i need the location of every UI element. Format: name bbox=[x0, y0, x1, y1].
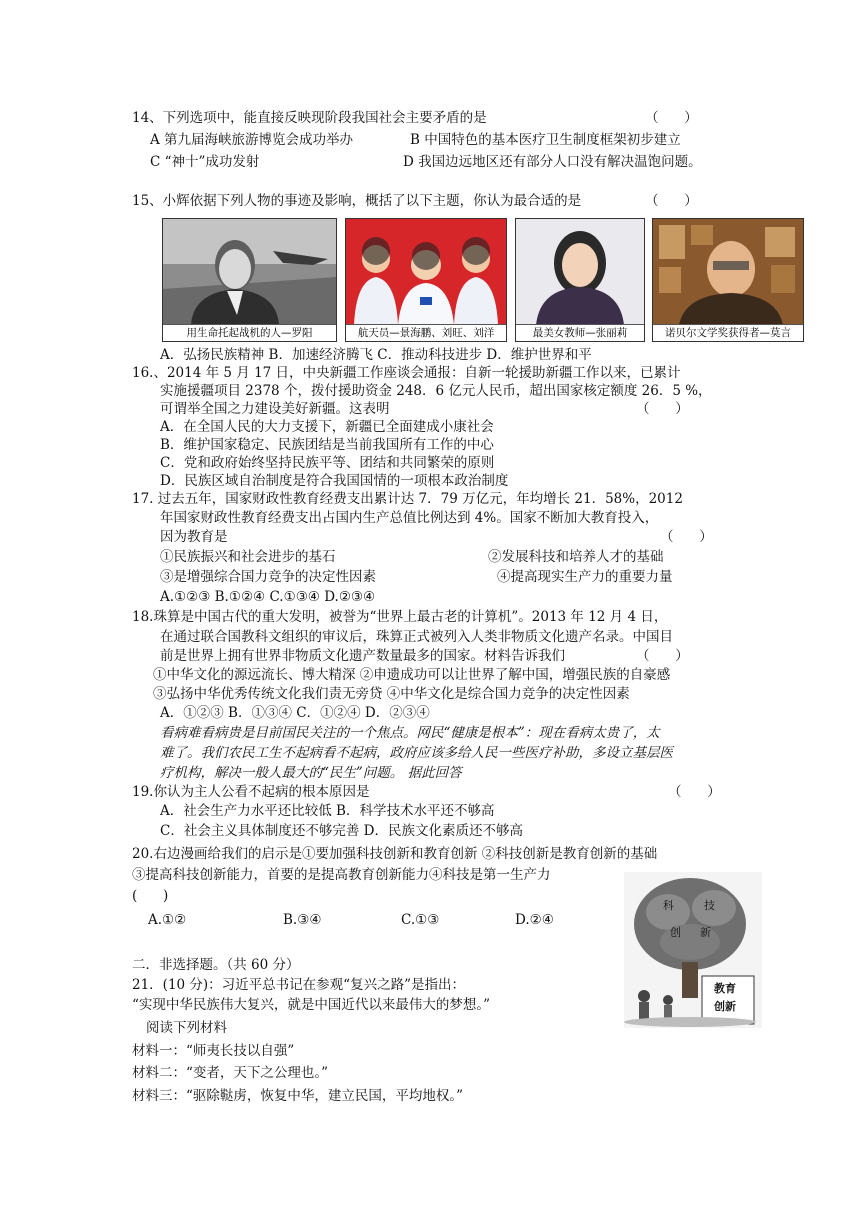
q21-line-2: “实现中华民族伟大复兴，就是中国近代以来最伟大的梦想。” bbox=[132, 997, 491, 1013]
photo-luo-yang bbox=[162, 218, 337, 342]
q16-option-d: D．民族区域自治制度是符合我国国情的一项根本政治制度 bbox=[160, 473, 509, 489]
photo-astronauts bbox=[345, 218, 507, 342]
cartoon-char-2: 技 bbox=[704, 899, 715, 912]
cartoon-sign-1: 教育 bbox=[714, 982, 736, 995]
q14-option-d: D 我国边远地区还有部分人口没有解决温饱问题。 bbox=[403, 154, 702, 170]
q16-line-1: 16.、2014 年 5 月 17 日，中央新疆工作座谈会通报：自新一轮援助新疆工作以来，已累计 bbox=[132, 365, 681, 381]
q20-option-c: C.①③ bbox=[401, 912, 440, 928]
q18-statements-3-4: ③弘扬中华优秀传统文化我们责无旁贷 ④中华文化是综合国力竞争的决定性因素 bbox=[153, 686, 630, 702]
section-2-title: 二．非选择题。（共 60 分） bbox=[132, 957, 300, 973]
q16-option-b: B．维护国家稳定、民族团结是当前我国所有工作的中心 bbox=[160, 437, 494, 453]
q18-line-3: 前是世界上拥有世界非物质文化遗产数量最多的国家。材料告诉我们 bbox=[160, 648, 565, 664]
q20-option-d: D.②④ bbox=[515, 912, 554, 928]
q14-option-c: C “神十”成功发射 bbox=[150, 154, 260, 170]
q16-line-3: 可谓举全国之力建设美好新疆。这表明 bbox=[160, 401, 390, 417]
q15-answer-paren: （ ） bbox=[645, 193, 698, 209]
q16-line-2: 实施援疆项目 2378 个，拨付援助资金 248．6 亿元人民币，超出国家核定额度 26．5 %， bbox=[160, 383, 712, 399]
q20-option-a: A.①② bbox=[148, 912, 187, 928]
q17-statement-3: ③是增强综合国力竞争的决定性因素 bbox=[160, 569, 376, 585]
q20-line-1: 20.右边漫画给我们的启示是①要加强科技创新和教育创新 ②科技创新是教育创新的基础 bbox=[132, 846, 658, 862]
q14-answer-paren: （ ） bbox=[645, 110, 698, 126]
q19-stem: 19.你认为主人公看不起病的根本原因是 bbox=[132, 784, 370, 800]
q18-statements-1-2: ①中华文化的源远流长、博大精深 ②申遗成功可以让世界了解中国，增强民族的自豪感 bbox=[153, 667, 671, 683]
q18-line-1: 18.珠算是中国古代的重大发明，被誉为“世界上最古老的计算机”。2013 年 12 月 4 日， bbox=[132, 609, 668, 625]
q21-line-1: 21．(10 分)：习近平总书记在参观“复兴之路”是指出： bbox=[132, 977, 465, 993]
q18-options: A．①②③ B．①③④ C．①②④ D．②③④ bbox=[160, 705, 430, 721]
cartoon-sign-2: 创新 bbox=[714, 1000, 736, 1013]
photo-mo-yan bbox=[652, 218, 804, 342]
caption-zhang-lili: 最美女教师—张丽莉 bbox=[516, 324, 644, 341]
cartoon-char-4: 新 bbox=[700, 926, 711, 939]
q16-answer-paren: （ ） bbox=[636, 401, 689, 417]
q16-option-c: C．党和政府始终坚持民族平等、团结和共同繁荣的原则 bbox=[160, 455, 495, 471]
q19-answer-paren: （ ） bbox=[668, 784, 721, 800]
cartoon-char-1: 科 bbox=[663, 899, 674, 912]
material-1: 材料一：“师夷长技以自强” bbox=[132, 1043, 295, 1059]
q19-options-row-1: A．社会生产力水平还比较低 B．科学技术水平还不够高 bbox=[160, 803, 495, 819]
caption-astronauts: 航天员—景海鹏、刘旺、刘洋 bbox=[346, 324, 506, 341]
q15-options: A．弘扬民族精神 B．加速经济腾飞 C．推动科技进步 D．维护世界和平 bbox=[160, 347, 592, 363]
innovation-tree-cartoon bbox=[624, 872, 762, 1028]
q18-line-2: 在通过联合国教科文组织的审议后，珠算正式被列入人类非物质文化遗产名录。中国目 bbox=[160, 629, 673, 645]
material-line-2: 难了。我们农民工生不起病看不起病，政府应该多给人民一些医疗补助，多设立基层医 bbox=[160, 745, 673, 761]
caption-mo-yan: 诺贝尔文学奖获得者—莫言 bbox=[653, 324, 803, 341]
q17-statement-2: ②发展科技和培养人才的基础 bbox=[488, 549, 664, 565]
q17-line-2: 年国家财政性教育经费支出占国内生产总值比例达到 4%。国家不断加大教育投入， bbox=[160, 510, 659, 526]
photo-zhang-lili bbox=[515, 218, 645, 342]
cartoon-char-3: 创 bbox=[670, 926, 681, 939]
q15-stem: 15、小辉依据下列人物的事迹及影响，概括了以下主题，你认为最合适的是 bbox=[132, 193, 582, 209]
q20-option-b: B.③④ bbox=[283, 912, 322, 928]
q17-line-3: 因为教育是 bbox=[160, 529, 228, 545]
material-2: 材料二：“变者，天下之公理也。” bbox=[132, 1065, 329, 1081]
q20-answer-paren: ( ) bbox=[132, 888, 169, 904]
q16-option-a: A．在全国人民的大力支援下，新疆已全面建成小康社会 bbox=[160, 419, 494, 435]
q17-statement-4: ④提高现实生产力的重要力量 bbox=[497, 569, 673, 585]
q14-stem: 14、下列选项中，能直接反映现阶段我国社会主要矛盾的是 bbox=[132, 110, 487, 126]
q17-answer-paren: （ ） bbox=[660, 529, 713, 545]
material-line-3: 疗机构，解决一般人最大的“民生”问题。 据此回答 bbox=[160, 765, 462, 781]
q19-options-row-2: C．社会主义具体制度还不够完善 D．民族文化素质还不够高 bbox=[160, 823, 523, 839]
caption-luo-yang: 用生命托起战机的人—罗阳 bbox=[163, 324, 336, 341]
q20-line-2: ③提高科技创新能力，首要的是提高教育创新能力④科技是第一生产力 bbox=[132, 867, 551, 883]
q17-statement-1: ①民族振兴和社会进步的基石 bbox=[160, 549, 336, 565]
q17-line-1: 17. 过去五年，国家财政性教育经费支出累计达 7．79 万亿元，年均增长 21．58%，2012 bbox=[132, 491, 683, 507]
q14-option-a: A 第九届海峡旅游博览会成功举办 bbox=[150, 132, 354, 148]
q18-answer-paren: （ ） bbox=[636, 648, 689, 664]
read-materials: 阅读下列材料 bbox=[146, 1020, 227, 1036]
material-3: 材料三：“驱除鞑虏，恢复中华，建立民国，平均地权。” bbox=[132, 1088, 464, 1104]
q17-options: A.①②③ B.①②④ C.①③④ D.②③④ bbox=[160, 589, 376, 605]
q14-option-b: B 中国特色的基本医疗卫生制度框架初步建立 bbox=[410, 132, 681, 148]
material-line-1: 看病难看病贵是目前国民关注的一个焦点。网民“健康是根本”：现在看病太贵了，太 bbox=[160, 725, 660, 741]
